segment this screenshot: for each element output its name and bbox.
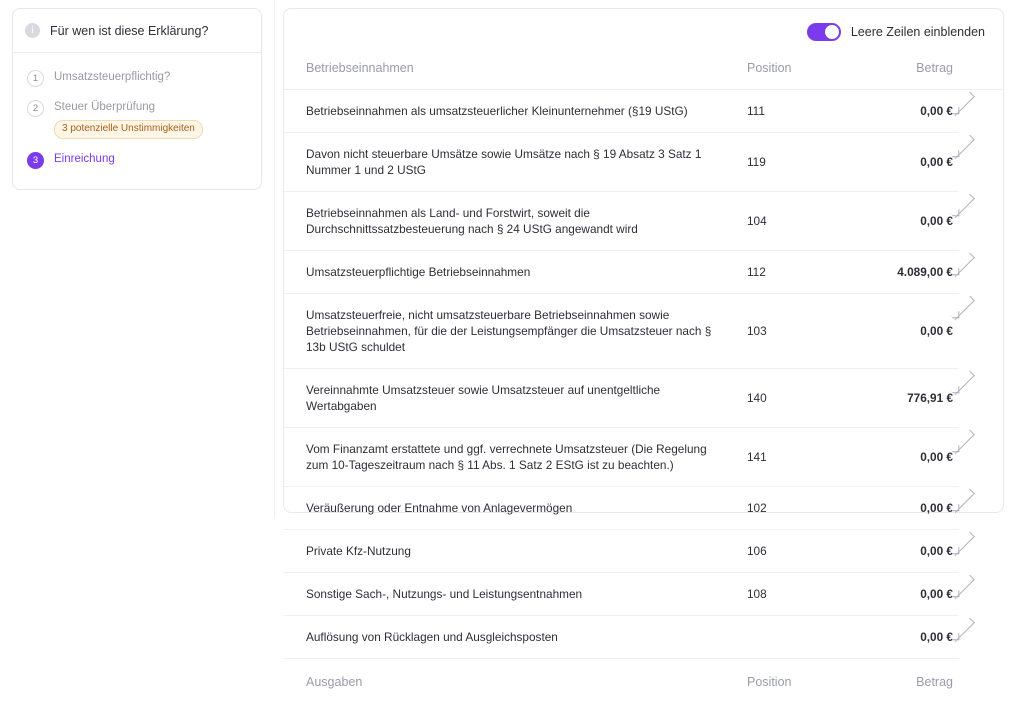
table-header-row bbox=[284, 51, 1003, 90]
step-label: Umsatzsteuerpflichtig? bbox=[54, 70, 170, 84]
row-amount: 0,00 € bbox=[839, 428, 959, 487]
row-position: 104 bbox=[747, 192, 839, 251]
empty-rows-toggle-label: Leere Zeilen einblenden bbox=[851, 25, 985, 39]
row-description: Private Kfz-Nutzung bbox=[284, 530, 747, 573]
table-row[interactable] bbox=[284, 369, 1003, 428]
table-row[interactable] bbox=[284, 487, 1003, 530]
table-body bbox=[284, 90, 1003, 705]
row-position: 102 bbox=[747, 487, 839, 530]
step-body bbox=[54, 99, 203, 139]
step-list bbox=[13, 53, 261, 189]
row-position: 111 bbox=[747, 90, 839, 133]
row-description: Auflösung von Rücklagen und Ausgleichsposten bbox=[284, 616, 747, 659]
status-badge: 3 potenzielle Unstimmigkeiten bbox=[54, 120, 203, 139]
table-row[interactable] bbox=[284, 192, 1003, 251]
chevron-right-icon[interactable] bbox=[952, 311, 959, 318]
column-header-amount: Betrag bbox=[839, 51, 959, 90]
row-position: 140 bbox=[747, 369, 839, 428]
row-position: 103 bbox=[747, 294, 839, 369]
row-position: 108 bbox=[747, 573, 839, 616]
table-row[interactable] bbox=[284, 90, 1003, 133]
step-number: 3 bbox=[27, 152, 44, 169]
chevron-right-icon[interactable] bbox=[952, 107, 959, 114]
row-amount: 0,00 € bbox=[839, 133, 959, 192]
chevron-right-icon[interactable] bbox=[952, 504, 959, 511]
step-number: 1 bbox=[27, 70, 44, 87]
income-table bbox=[284, 51, 1003, 705]
sidebar-item-steuer-ueberpruefung[interactable] bbox=[21, 93, 253, 145]
chevron-right-icon[interactable] bbox=[952, 445, 959, 452]
row-amount: 4.089,00 € bbox=[839, 251, 959, 294]
chevron-right-icon[interactable] bbox=[952, 150, 959, 157]
section-title: Betriebseinnahmen bbox=[284, 51, 747, 90]
chevron-right-icon[interactable] bbox=[952, 547, 959, 554]
step-number: 2 bbox=[27, 100, 44, 117]
content-panel bbox=[283, 8, 1004, 513]
row-description: Davon nicht steuerbare Umsätze sowie Umsätze nach § 19 Absatz 3 Satz 1 Nummer 1 und 2 UStG bbox=[284, 133, 747, 192]
table-row[interactable] bbox=[284, 294, 1003, 369]
main-content bbox=[274, 0, 1024, 517]
row-description: Umsatzsteuerpflichtige Betriebseinnahmen bbox=[284, 251, 747, 294]
row-description: Vereinnahmte Umsatzsteuer sowie Umsatzsteuer auf unentgeltliche Wertabgaben bbox=[284, 369, 747, 428]
footer-column-header-position: Position bbox=[747, 659, 839, 705]
chevron-right-icon[interactable] bbox=[952, 633, 959, 640]
step-body bbox=[54, 69, 170, 84]
row-position: 141 bbox=[747, 428, 839, 487]
row-amount: 0,00 € bbox=[839, 616, 959, 659]
sidebar-header bbox=[13, 9, 261, 53]
step-label: Steuer Überprüfung bbox=[54, 100, 203, 114]
table-row[interactable] bbox=[284, 530, 1003, 573]
chevron-right-icon[interactable] bbox=[952, 590, 959, 597]
footer-column-spacer bbox=[959, 659, 1003, 705]
empty-rows-toggle[interactable] bbox=[807, 23, 841, 41]
row-description: Umsatzsteuerfreie, nicht umsatzsteuerbare Betriebseinnahmen sowie Betriebseinnahmen, für die der Leistungsempfänger die Umsatzsteuer nach § 13b UStG schuldet bbox=[284, 294, 747, 369]
row-description: Betriebseinnahmen als Land- und Forstwirt, soweit die Durchschnittssatzbesteuerung nach § 24 UStG angewandt wird bbox=[284, 192, 747, 251]
footer-section-title: Ausgaben bbox=[284, 659, 747, 705]
row-amount: 0,00 € bbox=[839, 573, 959, 616]
chevron-right-icon[interactable] bbox=[952, 386, 959, 393]
table-row[interactable] bbox=[284, 616, 1003, 659]
row-description: Sonstige Sach-, Nutzungs- und Leistungsentnahmen bbox=[284, 573, 747, 616]
row-position: 106 bbox=[747, 530, 839, 573]
row-amount: 776,91 € bbox=[839, 369, 959, 428]
step-label: Einreichung bbox=[54, 152, 115, 166]
footer-column-header-amount: Betrag bbox=[839, 659, 959, 705]
row-amount: 0,00 € bbox=[839, 487, 959, 530]
chevron-right-icon[interactable] bbox=[952, 268, 959, 275]
row-position: 112 bbox=[747, 251, 839, 294]
row-description: Veräußerung oder Entnahme von Anlagevermögen bbox=[284, 487, 747, 530]
table-row[interactable] bbox=[284, 133, 1003, 192]
table-row[interactable] bbox=[284, 251, 1003, 294]
panel-toolbar bbox=[284, 9, 1003, 51]
row-amount: 0,00 € bbox=[839, 90, 959, 133]
row-amount: 0,00 € bbox=[839, 192, 959, 251]
row-description: Vom Finanzamt erstattete und ggf. verrechnete Umsatzsteuer (Die Regelung zum 10-Tageszeitraum nach § 11 Abs. 1 Satz 2 EStG ist zu beachten.) bbox=[284, 428, 747, 487]
row-amount: 0,00 € bbox=[839, 530, 959, 573]
sidebar-item-umsatzsteuerpflichtig[interactable] bbox=[21, 63, 253, 93]
column-header-spacer bbox=[959, 51, 1003, 90]
table-row[interactable] bbox=[284, 428, 1003, 487]
row-description: Betriebseinnahmen als umsatzsteuerlicher Kleinunternehmer (§19 UStG) bbox=[284, 90, 747, 133]
row-amount: 0,00 € bbox=[839, 294, 959, 369]
step-body bbox=[54, 151, 115, 166]
info-icon: i bbox=[25, 23, 40, 38]
table-row[interactable] bbox=[284, 573, 1003, 616]
sidebar bbox=[0, 0, 274, 517]
sidebar-card bbox=[12, 8, 262, 190]
sidebar-item-einreichung[interactable] bbox=[21, 145, 253, 175]
column-header-position: Position bbox=[747, 51, 839, 90]
chevron-right-icon[interactable] bbox=[952, 209, 959, 216]
sidebar-header-title: Für wen ist diese Erklärung? bbox=[50, 24, 208, 38]
table-footer-section-row bbox=[284, 659, 1003, 705]
row-position bbox=[747, 616, 839, 659]
row-position: 119 bbox=[747, 133, 839, 192]
